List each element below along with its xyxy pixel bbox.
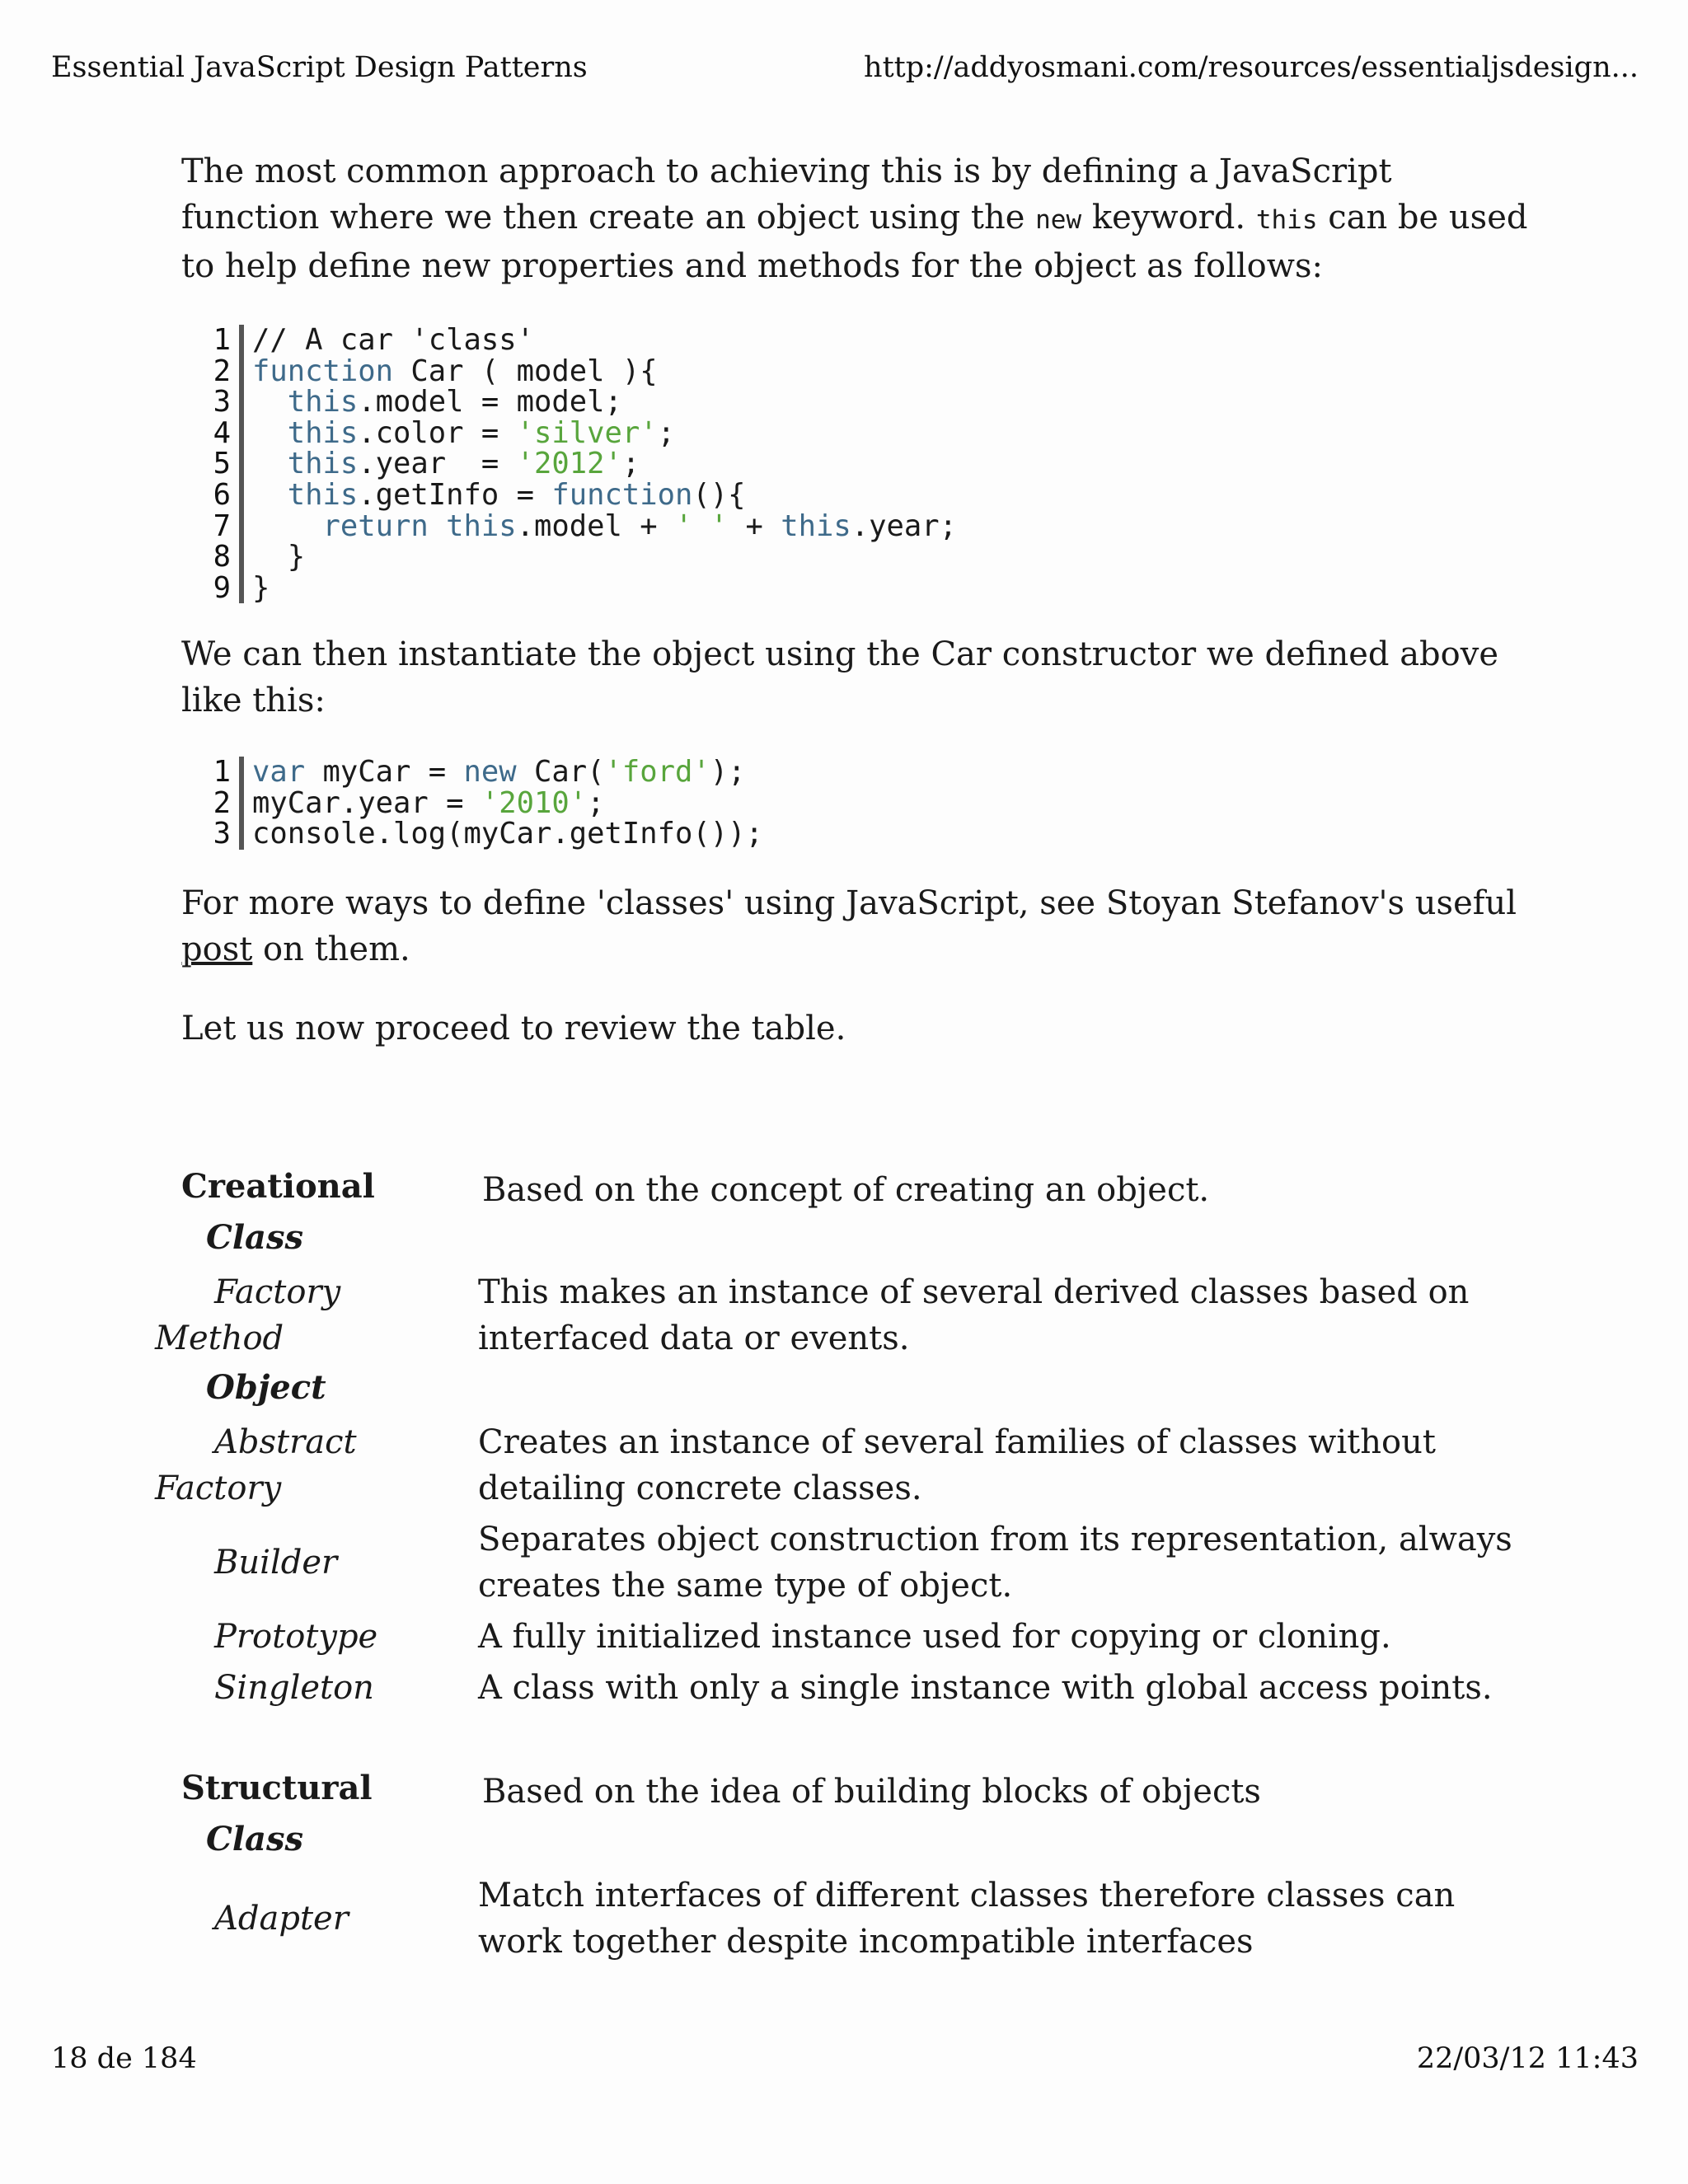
code-text: } xyxy=(252,540,306,574)
review-table-paragraph: Let us now proceed to review the table. xyxy=(181,1010,846,1047)
category-creational: Creational xyxy=(181,1167,375,1206)
line-number: 3 xyxy=(181,818,244,850)
more-ways-text: For more ways to define 'classes' using JavaScript, see Stoyan Stefanov's useful xyxy=(181,884,1517,922)
code-text: this.color = 'silver'; xyxy=(287,415,675,450)
line-number: 1 xyxy=(181,757,244,788)
line-number: 4 xyxy=(181,418,244,449)
line-number: 5 xyxy=(181,448,244,480)
structural-description: Based on the idea of building blocks of objects xyxy=(482,1773,1261,1811)
inline-code-this: this xyxy=(1255,205,1318,235)
intro-paragraph xyxy=(181,148,1533,289)
line-number: 2 xyxy=(181,356,244,387)
category-structural: Structural xyxy=(181,1769,373,1807)
pattern-factory-line1: Factory xyxy=(214,1273,341,1311)
line-number: 3 xyxy=(181,387,244,418)
pattern-prototype: Prototype xyxy=(214,1618,378,1656)
code-text: this.model = model; xyxy=(287,385,622,419)
code-text: return this.model + ' ' + this.year; xyxy=(322,509,957,543)
adapter-description: Match interfaces of different classes therefore classes can work together despite incompatible interfaces xyxy=(478,1877,1456,1961)
inline-code-new: new xyxy=(1035,205,1082,235)
pattern-factory-line2: Method xyxy=(155,1319,284,1357)
code-line xyxy=(181,785,763,820)
line-number: 1 xyxy=(181,325,244,356)
code-line xyxy=(181,511,957,542)
more-ways-text-end: on them. xyxy=(252,930,410,968)
code-text: this.year = '2012'; xyxy=(287,447,640,481)
creational-class-label: Class xyxy=(206,1218,303,1257)
code-text: // A car 'class' xyxy=(252,323,534,357)
structural-class-label: Class xyxy=(206,1820,303,1858)
intro-text-2: keyword. xyxy=(1081,199,1256,237)
post-link[interactable]: post xyxy=(181,930,253,968)
code-text: var myCar = new Car('ford'); xyxy=(252,755,746,789)
code-line xyxy=(181,570,957,605)
code-line xyxy=(181,387,957,418)
line-number: 9 xyxy=(181,573,244,604)
intro-text-3: can be used to help define new properties and methods for the object as follows: xyxy=(181,199,1528,285)
code-line xyxy=(181,477,957,512)
code-line xyxy=(181,541,957,573)
factory-method-description: This makes an instance of several derived classes based on interfaced data or events. xyxy=(478,1273,1470,1357)
line-number: 8 xyxy=(181,541,244,573)
pattern-adapter: Adapter xyxy=(214,1900,349,1938)
page-counter: 18 de 184 xyxy=(51,2042,197,2075)
code-text: console.log(myCar.getInfo()); xyxy=(252,817,763,851)
singleton-description: A class with only a single instance with global access points. xyxy=(478,1669,1493,1707)
page-header-url: http://addyosmani.com/resources/essentialjsdesign... xyxy=(864,51,1639,84)
prototype-description: A fully initialized instance used for copying or cloning. xyxy=(478,1618,1391,1656)
code-line xyxy=(181,325,957,356)
instantiate-paragraph: We can then instantiate the object using the Car constructor we defined above like this: xyxy=(181,635,1499,719)
page-header-title: Essential JavaScript Design Patterns xyxy=(51,51,588,84)
line-number: 2 xyxy=(181,788,244,819)
code-block-instantiate xyxy=(181,757,763,850)
code-line xyxy=(181,448,957,480)
code-text: function Car ( model ){ xyxy=(252,354,658,388)
code-line xyxy=(181,818,763,850)
intro-text-1: The most common approach to achieving this is by defining a JavaScript function where we then create an object using the xyxy=(181,152,1392,237)
pattern-singleton: Singleton xyxy=(214,1669,374,1707)
pattern-builder: Builder xyxy=(214,1544,338,1582)
abstract-factory-description: Creates an instance of several families of classes without detailing concrete classes. xyxy=(478,1423,1436,1507)
line-number: 6 xyxy=(181,480,244,511)
code-text: this.getInfo = function(){ xyxy=(287,477,746,512)
code-line xyxy=(181,356,957,387)
code-line xyxy=(181,757,763,788)
code-line xyxy=(181,415,957,450)
code-text: } xyxy=(252,570,270,605)
creational-object-label: Object xyxy=(206,1368,326,1407)
creational-description: Based on the concept of creating an object. xyxy=(482,1171,1210,1209)
line-number: 7 xyxy=(181,511,244,542)
pattern-abstract-line2: Factory xyxy=(155,1469,282,1507)
pattern-abstract-line1: Abstract xyxy=(214,1423,357,1461)
code-text: myCar.year = '2010'; xyxy=(252,785,605,820)
print-datetime: 22/03/12 11:43 xyxy=(1416,2042,1639,2075)
code-block-car-class xyxy=(181,325,957,603)
builder-description: Separates object construction from its representation, always creates the same type of object. xyxy=(478,1521,1512,1605)
more-ways-paragraph xyxy=(181,880,1533,972)
